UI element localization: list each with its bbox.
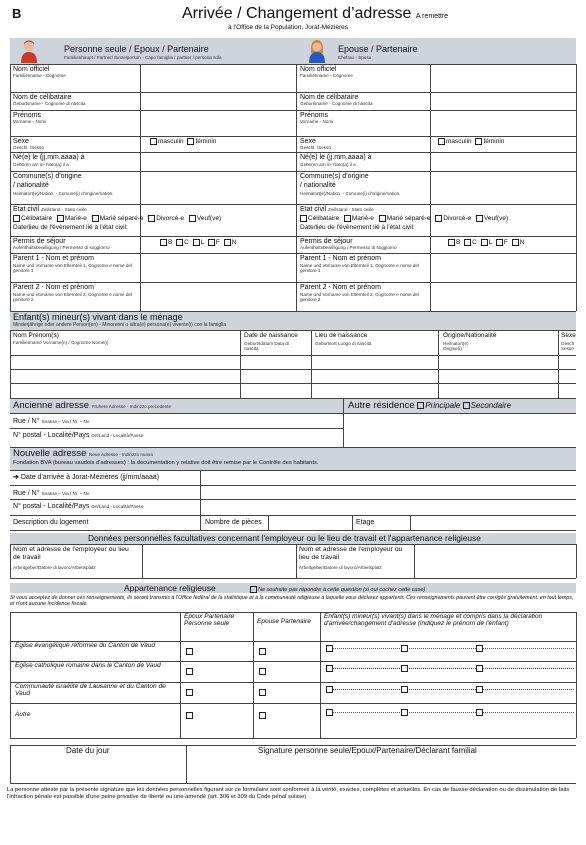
left-sexe-options[interactable]: masculin féminin — [150, 138, 216, 146]
checkbox-religion[interactable] — [259, 668, 266, 675]
checkbox-separe[interactable] — [92, 215, 99, 222]
left-permis-options[interactable]: B C L F N — [160, 239, 236, 247]
right-etat-civil-options[interactable]: Célibataire Marié-e Marié séparé-e Divorcé-e Veuf(ve) — [300, 215, 508, 223]
left-etat-civil-options[interactable]: Célibataire Marié-e Marié séparé-e Divorcé-e Veuf(ve) — [13, 215, 221, 223]
etage: Etage — [356, 519, 375, 526]
form-letter: B — [12, 6, 22, 21]
children-row[interactable] — [11, 370, 576, 382]
checkbox-masculin[interactable] — [150, 138, 157, 145]
col-epouse: Epouse Partenaire — [257, 618, 311, 625]
checkbox-religion[interactable] — [186, 689, 193, 696]
legal-notice: La personne atteste par la présente signature que les données personnelles figurant sur ce formulaire sont conformes à la vérité, exactes, complètes et actuelles. En cas de fausse déclaration ou de dissimulation de faits l'infraction pénale est passible d'une peine privative de liberté ou une amendé (art. 306 et 309 du Code pénal suisse) — [7, 787, 570, 800]
religion-row-autre: Autre — [15, 711, 31, 718]
ancienne-title: Ancienne adresse Frühere Adresse - Indirizzo precedente — [13, 400, 172, 411]
religion-row-catholique: Eglise catholique romaine dans le Canton de Vaud — [15, 662, 161, 669]
autre-residence: Autre résidence Principale Secondaire — [348, 400, 512, 411]
checkbox-no-answer[interactable] — [250, 586, 257, 593]
checkbox-feminin[interactable] — [475, 138, 482, 145]
checkbox-religion[interactable] — [186, 712, 193, 719]
date-arrivee[interactable]: ➔ Date d'arrivée à Jorat-Mézières (jj/mm/aaaa) — [13, 474, 160, 481]
religion-notice: Si vous acceptez de donner ces renseignements, ils seront transmis à l'Office fédéral de la statistique et à la communauté religieuse à laquelle vous déclarez appartenir. Ces renseignements pauvent être corrigés gratuitement, en tout temps, et n'ont aucune incidence fiscale. — [10, 595, 574, 608]
nouvelle-title: Nouvelle adresse Neue Adresse - Indirizzo nuova — [13, 448, 153, 459]
fondation-text: Fondation BVA (bureau vaudois d'adresses) : la documentation y relative doit être remise par le Contrôle des habitants. — [13, 460, 319, 466]
checkbox-religion[interactable] — [186, 648, 193, 655]
office-text: à l'Office de la Population, Jorat-Mézières — [228, 24, 348, 31]
col-sexe: Sexe — [561, 332, 576, 339]
religion-row-israelite: Communauté israélite de Lausanne et du Canton de Vaud — [15, 683, 166, 697]
male-person-icon — [20, 39, 38, 63]
checkbox-veuf[interactable] — [189, 215, 196, 222]
remettre-text: A remettre — [415, 13, 449, 20]
right-sexe-options[interactable]: masculin féminin — [438, 138, 504, 146]
religion-title: Appartenance religieuse — [124, 583, 216, 593]
signature[interactable]: Signature personne seule/Epoux/Partenaire/Déclarant familial — [258, 746, 477, 755]
checkbox-religion[interactable] — [259, 712, 266, 719]
date-du-jour[interactable]: Date du jour — [66, 746, 110, 755]
checkbox-principale[interactable] — [417, 402, 424, 409]
right-person-title: Epouse / Partenaire — [338, 44, 418, 54]
children-row[interactable] — [11, 384, 576, 397]
religion-row-reformee: Eglise évangélique réformée du Canton de Vaud — [15, 642, 155, 649]
checkbox-divorce[interactable] — [148, 215, 155, 222]
arrow-right-icon: ➔ — [13, 474, 19, 481]
left-person-title: Personne seule / Epoux / Partenaire — [64, 44, 209, 54]
checkbox-marie[interactable] — [57, 215, 64, 222]
col-seule: Epoux Partenaire Personne seule — [184, 613, 235, 627]
description-logement: Description du logement — [13, 519, 89, 526]
right-permis-options[interactable]: B C L F N — [448, 239, 524, 247]
nombre-pieces: Nombre de pièces — [205, 519, 262, 526]
checkbox-celibataire[interactable] — [13, 215, 20, 222]
children-row[interactable] — [11, 356, 576, 368]
col-date: Date de naissance — [244, 332, 298, 339]
nouvelle-npa[interactable]: N° postal - Localité/Pays Ort/Land - Località/Paese — [13, 503, 144, 510]
children-sub: Minderjährige oder andere Person(en) - Minorenni o altra(e) persona(e) vivente(i) con la famiglia — [13, 322, 227, 328]
right-person-sub: Ehefrau - Sposa — [338, 55, 372, 60]
nouvelle-rue[interactable]: Rue / N° Strasse – Via / Nr. – No — [13, 490, 90, 497]
left-person-sub: Familienhaupt / Partner/ Einzelperson - Capo famiglia / partner / persona sola — [64, 55, 222, 60]
checkbox-religion[interactable] — [259, 648, 266, 655]
checkbox-masculin[interactable] — [438, 138, 445, 145]
col-enfants: Enfant(s) mineur(s) vivant(s) dans le ménage et compris dans la déclaration d'arrivée/changement d'adresse (indiquez le prénom de l'enfant) — [324, 613, 543, 627]
enfants-fields[interactable] — [326, 645, 574, 725]
form-title-text: Arrivée / Changement d’adresse — [182, 5, 412, 22]
children-title: Enfant(s) mineur(s) vivant dans le ménage — [13, 312, 183, 322]
checkbox-secondaire[interactable] — [463, 402, 470, 409]
checkbox-religion[interactable] — [259, 689, 266, 696]
col-origine: Origine/Nationalité — [443, 332, 497, 339]
checkbox-religion[interactable] — [186, 668, 193, 675]
no-answer-option[interactable]: Ne souhaite pas répondre à cette question (si oui cochez cette case) — [250, 586, 425, 593]
checkbox-feminin[interactable] — [187, 138, 194, 145]
female-person-icon — [308, 39, 326, 63]
col-nom: Nom Prénom(s) — [13, 332, 59, 339]
col-lieu: Lieu de naissance — [315, 332, 368, 339]
employeur-title: Données personnelles facultatives concernant l'employeur ou le lieu de travail et l'appartenance religieuse — [88, 533, 481, 543]
form-title — [182, 6, 448, 22]
